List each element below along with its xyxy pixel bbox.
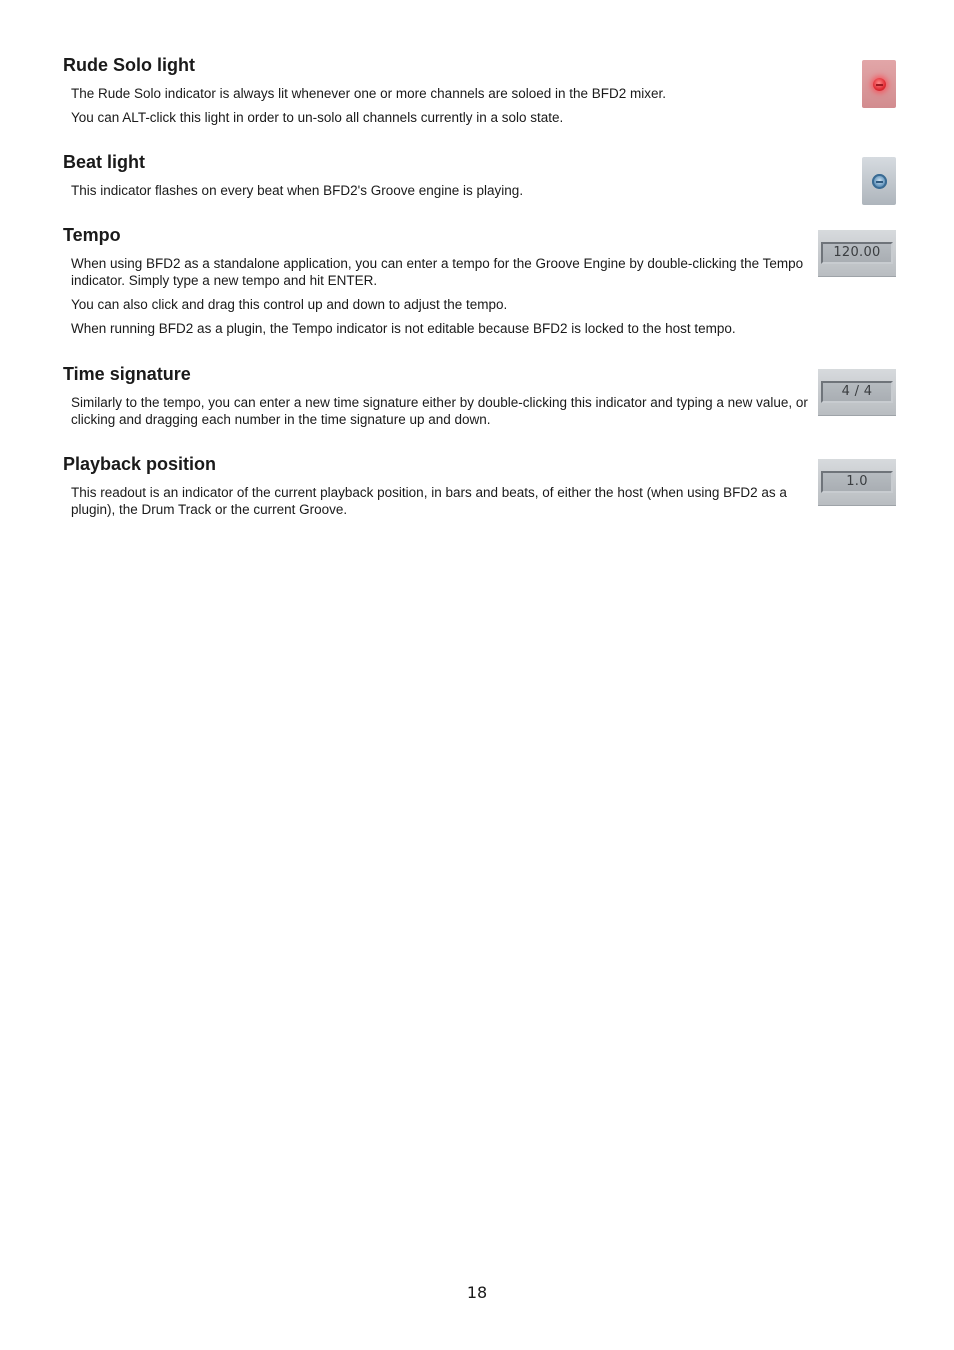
paragraph: You can ALT-click this light in order to un-solo all channels currently in a solo state. bbox=[71, 110, 564, 125]
heading-playback-position: Playback position bbox=[63, 454, 217, 474]
section-time-signature bbox=[63, 363, 808, 435]
paragraph: You can also click and drag this control up and down to adjust the tempo. bbox=[71, 297, 508, 312]
time-signature-indicator bbox=[818, 369, 896, 416]
paragraph: The Rude Solo indicator is always lit whenever one or more channels are soloed in the BFD2 mixer. bbox=[71, 86, 667, 101]
rude-solo-light[interactable] bbox=[862, 60, 896, 108]
playback-position-indicator bbox=[818, 459, 896, 506]
time-signature-readout[interactable]: 4 / 4 bbox=[821, 381, 893, 403]
heading-rude-solo-light: Rude Solo light bbox=[63, 55, 195, 75]
heading-beat-light: Beat light bbox=[63, 152, 146, 172]
paragraph: When running BFD2 as a plugin, the Tempo indicator is not editable because BFD2 is locked to the host tempo. bbox=[71, 321, 736, 336]
section-rude-solo-light bbox=[63, 54, 808, 133]
section-playback-position bbox=[63, 453, 808, 525]
paragraph: This readout is an indicator of the current playback position, in bars and beats, of either the host (when using BFD2 as a plugin), the Drum Track or the current Groove. bbox=[71, 485, 787, 517]
tempo-readout[interactable]: 120.00 bbox=[821, 242, 893, 264]
section-tempo bbox=[63, 224, 808, 344]
playback-position-readout: 1.0 bbox=[821, 471, 893, 493]
heading-tempo: Tempo bbox=[63, 225, 121, 245]
rude-solo-light-icon bbox=[873, 78, 886, 91]
tempo-indicator bbox=[818, 230, 896, 277]
section-beat-light bbox=[63, 151, 808, 206]
paragraph: This indicator flashes on every beat when BFD2's Groove engine is playing. bbox=[71, 183, 524, 198]
beat-light-icon bbox=[872, 174, 887, 189]
beat-light bbox=[862, 157, 896, 205]
paragraph: Similarly to the tempo, you can enter a new time signature either by double-clicking this indicator and typing a new value, or clicking and dragging each number in the time signature up and down. bbox=[71, 395, 808, 427]
page-number: 18 bbox=[466, 1283, 488, 1302]
heading-time-signature: Time signature bbox=[63, 364, 191, 384]
paragraph: When using BFD2 as a standalone application, you can enter a tempo for the Groove Engine by double-clicking the Tempo indicator. Simply type a new tempo and hit ENTER. bbox=[71, 256, 804, 288]
